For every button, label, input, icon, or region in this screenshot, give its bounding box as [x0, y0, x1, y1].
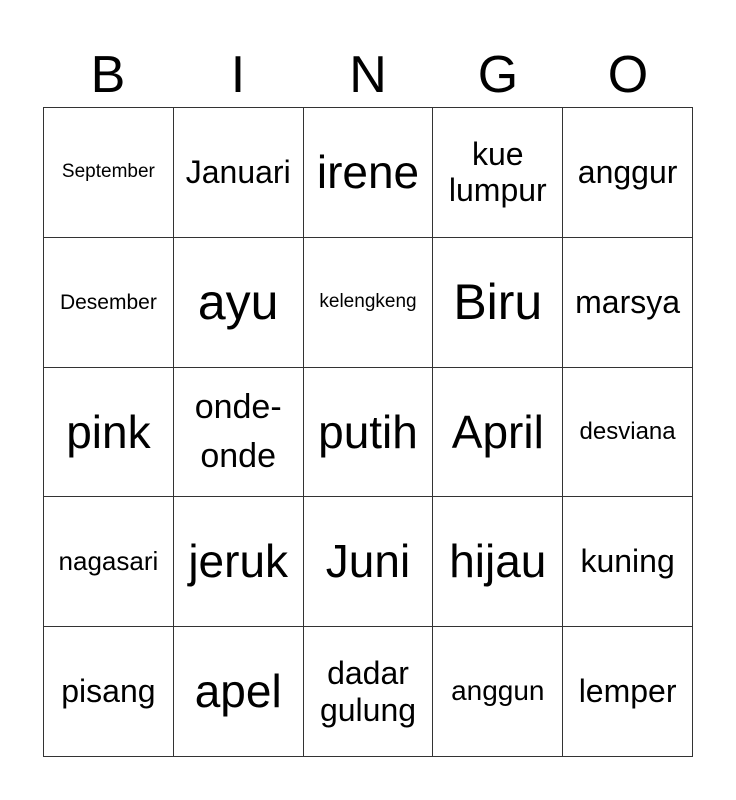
bingo-cell-label: anggur — [577, 154, 678, 190]
bingo-header — [43, 44, 693, 106]
bingo-cell-r3-c2[interactable] — [174, 368, 304, 498]
bingo-cell-label: kue lumpur — [448, 135, 547, 209]
bingo-cell-label: lemper — [578, 673, 677, 710]
bingo-cell-label: apel — [194, 665, 282, 718]
bingo-cell-label: pisang — [61, 673, 156, 710]
bingo-cell-r2-c3[interactable] — [304, 238, 434, 368]
bingo-cell-label: Juni — [325, 535, 411, 588]
bingo-cell-label: putih — [318, 405, 418, 458]
bingo-cell-label: kuning — [580, 543, 675, 580]
bingo-cell-r5-c5[interactable] — [563, 627, 693, 757]
bingo-cell-r3-c1[interactable] — [44, 368, 174, 498]
bingo-cell-label: dadar gulung — [319, 654, 417, 728]
header-letter-g: G — [477, 46, 519, 104]
bingo-cell-label: ayu — [197, 273, 279, 330]
bingo-cell-r2-c4[interactable] — [433, 238, 563, 368]
bingo-cell-label: anggun — [451, 675, 545, 707]
bingo-cell-r1-c1[interactable] — [44, 108, 174, 238]
bingo-cell-r4-c2[interactable] — [174, 497, 304, 627]
header-letter-o: O — [607, 46, 649, 104]
bingo-cell-label: irene — [316, 146, 420, 199]
bingo-cell-label: Biru — [453, 273, 543, 330]
bingo-cell-label: nagasari — [58, 546, 159, 577]
bingo-cell-r1-c3[interactable] — [304, 108, 434, 238]
bingo-cell-r1-c2[interactable] — [174, 108, 304, 238]
bingo-cell-label: September — [61, 160, 155, 182]
bingo-cell-r5-c4[interactable] — [433, 627, 563, 757]
bingo-cell-r2-c2[interactable] — [174, 238, 304, 368]
bingo-board — [43, 107, 693, 757]
bingo-cell-label: kelengkeng — [319, 290, 417, 312]
bingo-cell-r3-c3[interactable] — [304, 368, 434, 498]
bingo-cell-r1-c4[interactable] — [433, 108, 563, 238]
bingo-cell-r4-c5[interactable] — [563, 497, 693, 627]
header-letter-n: N — [349, 46, 387, 104]
bingo-cell-label: Desember — [59, 290, 157, 314]
bingo-cell-r2-c1[interactable] — [44, 238, 174, 368]
bingo-cell-r5-c3[interactable] — [304, 627, 434, 757]
bingo-cell-label: desviana — [579, 417, 676, 445]
bingo-cell-label: hijau — [449, 535, 547, 588]
bingo-cell-r4-c1[interactable] — [44, 497, 174, 627]
bingo-cell-r3-c4[interactable] — [433, 368, 563, 498]
header-letter-i: I — [230, 46, 246, 104]
bingo-cell-r3-c5[interactable] — [563, 368, 693, 498]
bingo-cell-label: jeruk — [188, 535, 289, 588]
bingo-cell-r1-c5[interactable] — [563, 108, 693, 238]
bingo-cell-label: onde-onde — [194, 387, 282, 475]
bingo-cell-r5-c2[interactable] — [174, 627, 304, 757]
bingo-cell-r4-c4[interactable] — [433, 497, 563, 627]
bingo-cell-label: Januari — [185, 154, 291, 190]
bingo-cell-label: April — [451, 405, 544, 458]
bingo-cell-r5-c1[interactable] — [44, 627, 174, 757]
bingo-cell-label: pink — [66, 405, 151, 458]
bingo-cell-label: marsya — [575, 283, 681, 320]
bingo-cell-r2-c5[interactable] — [563, 238, 693, 368]
bingo-cell-r4-c3[interactable] — [304, 497, 434, 627]
header-letter-b: B — [90, 46, 126, 104]
